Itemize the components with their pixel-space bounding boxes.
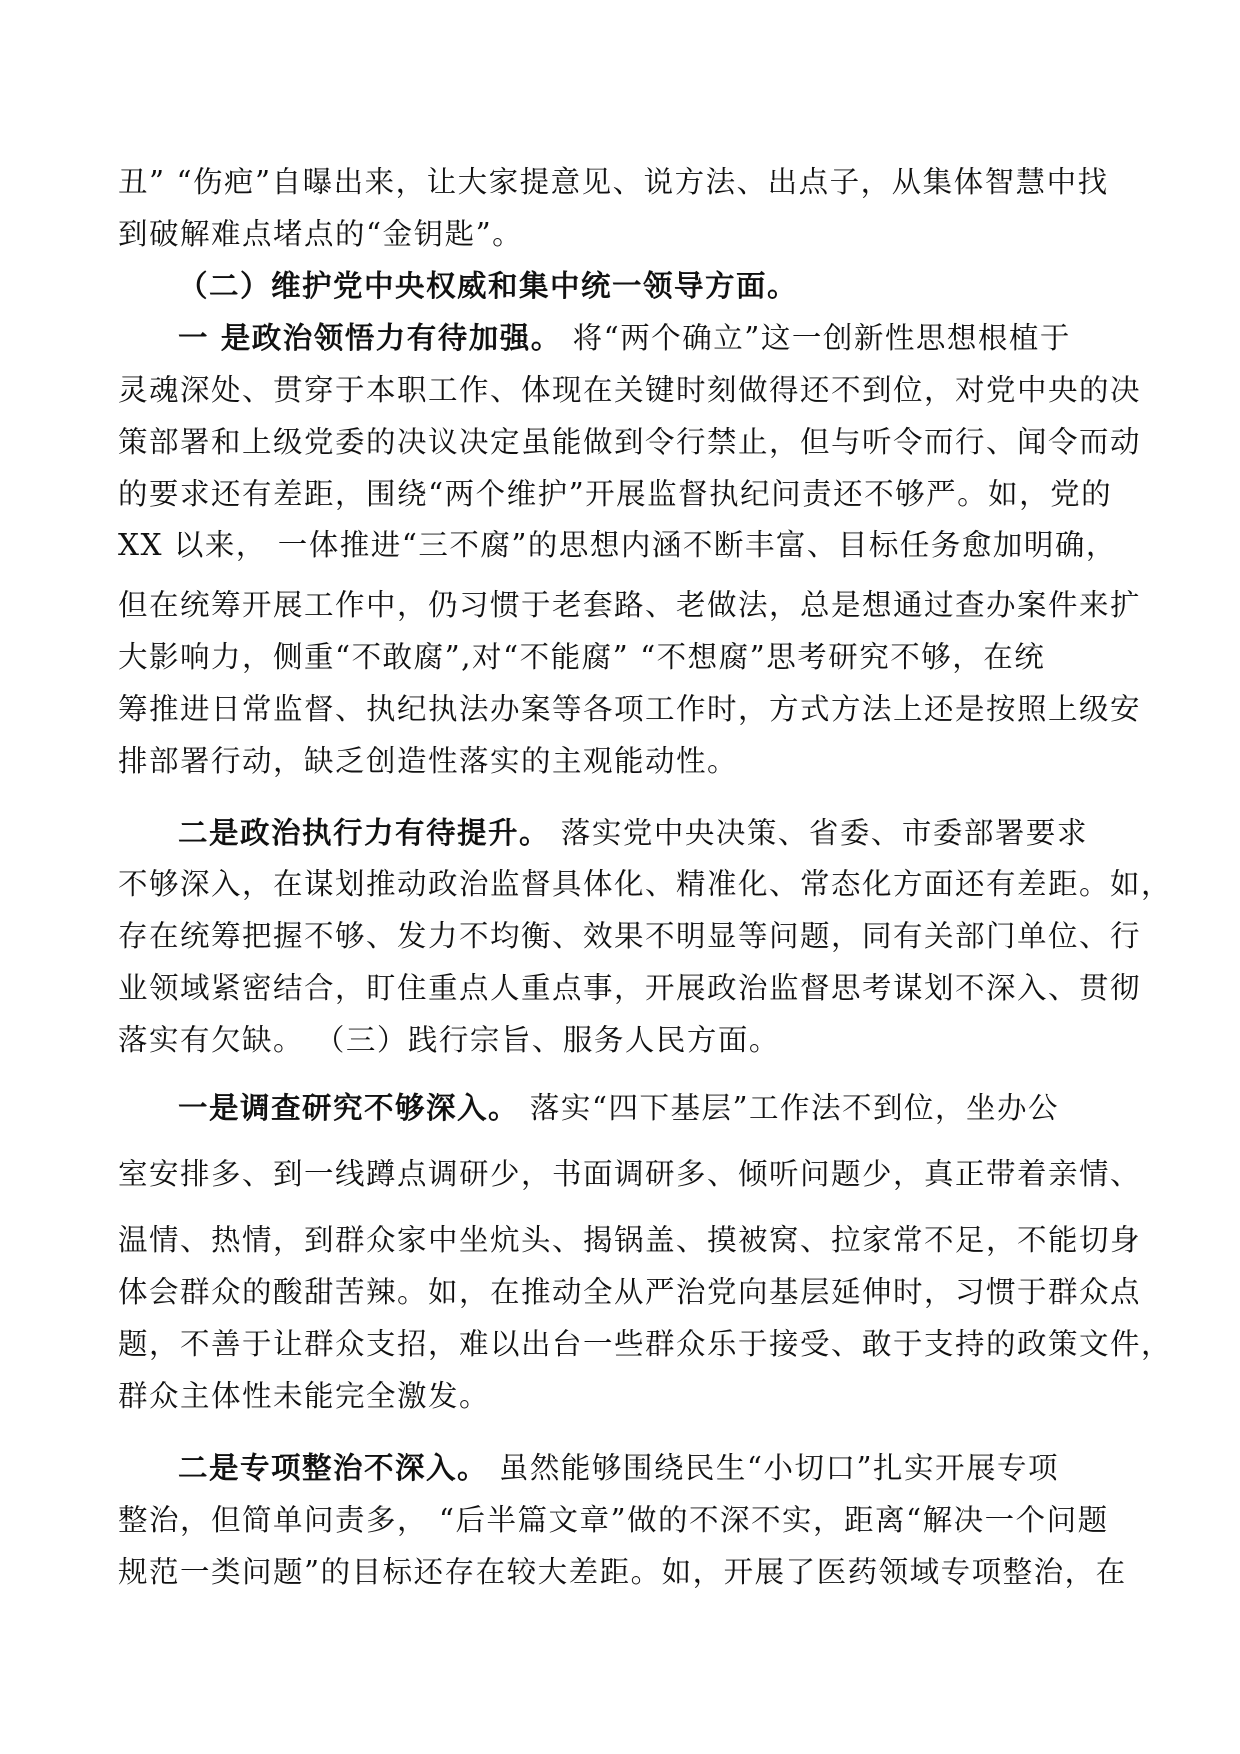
text-line: 群众主体性未能完全激发。 bbox=[118, 1379, 491, 1413]
text-line: 灵魂深处、贯穿于本职工作、体现在关键时刻做得还不到位，对党中央的决 bbox=[118, 373, 1142, 407]
text-line: 的要求还有差距，围绕“两个维护”开展监督执纪问责还不够严。如，党的 bbox=[118, 477, 1113, 511]
paragraph-line: 一是调查研究不够深入。 落实“四下基层”工作法不到位，坐办公 bbox=[178, 1091, 1060, 1125]
paragraph-lead: 二是政治执行力有待提升。 bbox=[178, 816, 551, 850]
text-line: 不够深入，在谋划推动政治监督具体化、精准化、常态化方面还有差距。如， bbox=[118, 867, 1173, 901]
text-line: XX 以来， 一体推进“三不腐”的思想内涵不断丰富、目标任务愈加明确， bbox=[118, 528, 1117, 562]
paragraph-lead: 一 是政治领悟力有待加强。 bbox=[178, 321, 562, 355]
text-line: 温情、热情，到群众家中坐炕头、揭锅盖、摸被窝、拉家常不足，不能切身 bbox=[118, 1223, 1142, 1257]
paragraph-lead: 一是调查研究不够深入。 bbox=[178, 1091, 520, 1125]
section-heading-2: （二）维护党中央权威和集中统一领导方面。 bbox=[178, 269, 799, 303]
text-line: 排部署行动，缺乏创造性落实的主观能动性。 bbox=[118, 744, 739, 778]
paragraph-line: 二是政治执行力有待提升。 落实党中央决策、省委、市委部署要求 bbox=[178, 816, 1088, 850]
text-line: 业领域紧密结合，盯住重点人重点事，开展政治监督思考谋划不深入、贯彻 bbox=[118, 971, 1142, 1005]
text-line: 规范一类问题”的目标还存在较大差距。如，开展了医药领域专项整治，在 bbox=[118, 1555, 1127, 1589]
text-line: 但在统筹开展工作中，仍习惯于老套路、老做法，总是想通过查办案件来扩 bbox=[118, 588, 1142, 622]
text-line: 策部署和上级党委的决议决定虽能做到令行禁止，但与听令而行、闻令而动 bbox=[118, 425, 1142, 459]
paragraph-line: 二是专项整治不深入。 虽然能够围绕民生“小切口”扎实开展专项 bbox=[178, 1451, 1060, 1485]
text-line: 大影响力，侧重“不敢腐”,对“不能腐” “不想腐”思考研究不够，在统 bbox=[118, 640, 1046, 674]
text-line: 整治，但简单问责多， “后半篇文章”做的不深不实，距离“解决一个问题 bbox=[118, 1503, 1109, 1537]
paragraph-line: 一 是政治领悟力有待加强。 将“两个确立”这一创新性思想根植于 bbox=[178, 321, 1071, 355]
text-line-1: 丑” “伤疤”自曝出来，让大家提意见、说方法、出点子，从集体智慧中找 bbox=[118, 165, 1109, 199]
text-line: 体会群众的酸甜苦辣。如，在推动全从严治党向基层延伸时，习惯于群众点 bbox=[118, 1275, 1142, 1309]
paragraph-lead: 二是专项整治不深入。 bbox=[178, 1451, 489, 1485]
text-line: 落实有欠缺。 （三）践行宗旨、服务人民方面。 bbox=[118, 1023, 780, 1057]
text-line: 题，不善于让群众支招，难以出台一些群众乐于接受、敢于支持的政策文件， bbox=[118, 1327, 1173, 1361]
text-line: 室安排多、到一线蹲点调研少，书面调研多、倾听问题少，真正带着亲情、 bbox=[118, 1157, 1142, 1191]
text-line: 筹推进日常监督、执纪执法办案等各项工作时，方式方法上还是按照上级安 bbox=[118, 692, 1142, 726]
text-line: 存在统筹把握不够、发力不均衡、效果不明显等问题，同有关部门单位、行 bbox=[118, 919, 1142, 953]
text-line-2: 到破解难点堵点的“金钥匙”。 bbox=[118, 217, 524, 251]
